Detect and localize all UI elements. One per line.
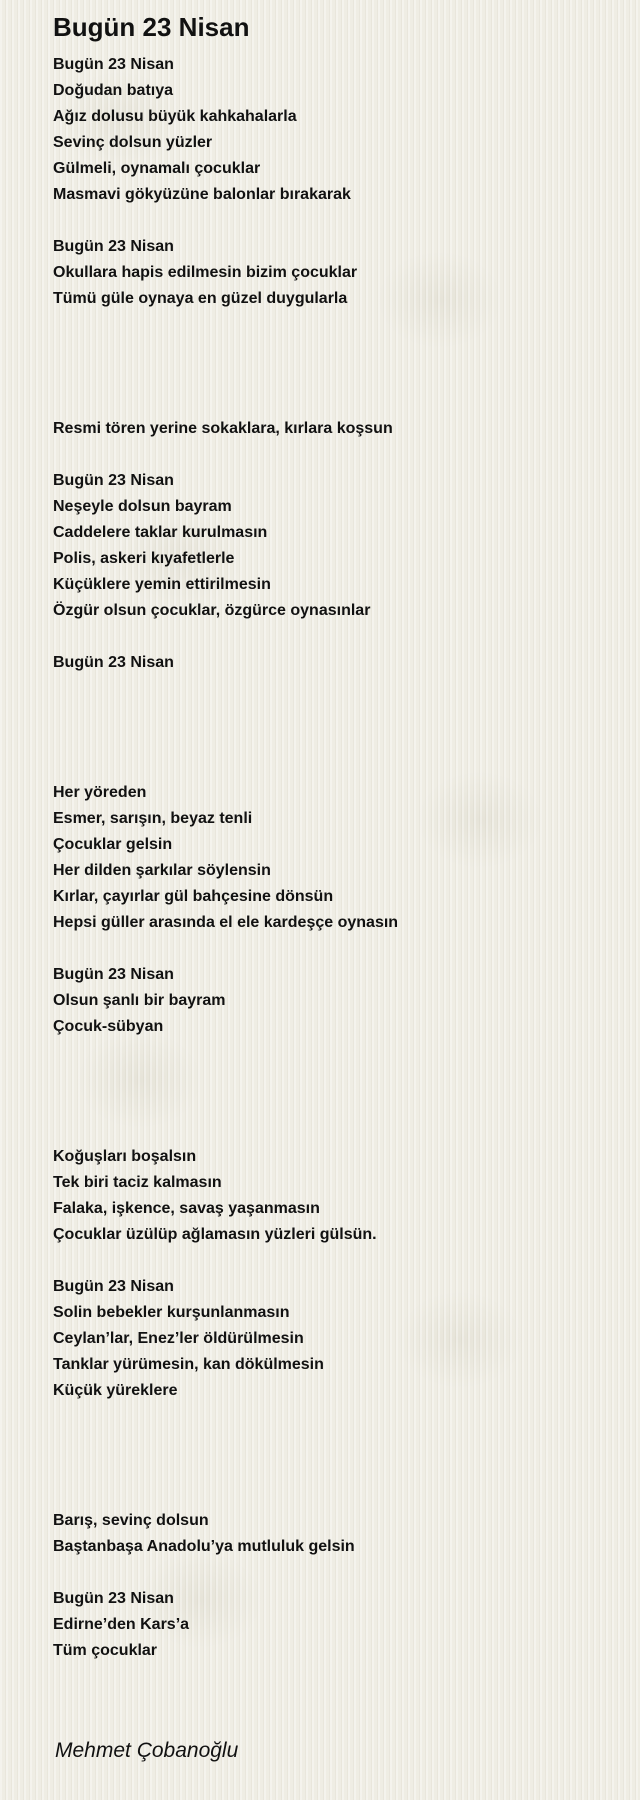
poem-line (53, 1118, 613, 1144)
poem-line (53, 338, 613, 364)
poem-line (53, 936, 613, 962)
poem-line: Çocuklar üzülüp ağlamasın yüzleri gülsün. (53, 1226, 377, 1243)
poem-line (53, 390, 613, 416)
poem-line: Çocuklar gelsin (53, 836, 173, 853)
poem-line (53, 1456, 613, 1482)
poem-line: Bugün 23 Nisan (53, 56, 174, 73)
poem-line (53, 1482, 613, 1508)
poem-line: Çocuk-sübyan (53, 1018, 164, 1035)
poem-line: Baştanbaşa Anadolu’ya mutluluk gelsin (53, 1538, 355, 1555)
poem-line: Resmi tören yerine sokaklara, kırlara koşsun (53, 420, 393, 437)
poem-line: Caddelere taklar kurulmasın (53, 524, 268, 541)
poem-line (53, 1404, 613, 1430)
poem-line: Neşeyle dolsun bayram (53, 498, 232, 515)
poem-line (53, 1560, 613, 1586)
poem-line: Bugün 23 Nisan (53, 1590, 174, 1607)
poem-line (53, 702, 613, 728)
poem-line: Tek biri taciz kalmasın (53, 1174, 222, 1191)
poem-line (53, 1248, 613, 1274)
poem-line: Barış, sevinç dolsun (53, 1512, 209, 1529)
poem-body (53, 52, 613, 1664)
poem-line (53, 1092, 613, 1118)
poem-line: Esmer, sarışın, beyaz tenli (53, 810, 253, 827)
poem-line: Küçüklere yemin ettirilmesin (53, 576, 271, 593)
poem-line: Her yöreden (53, 784, 147, 801)
poem-line: Okullara hapis edilmesin bizim çocuklar (53, 264, 358, 281)
poem-line (53, 442, 613, 468)
poem-line (53, 728, 613, 754)
poem-line: Tümü güle oynaya en güzel duygularla (53, 290, 348, 307)
poem-line: Tanklar yürümesin, kan dökülmesin (53, 1356, 324, 1373)
poem-line: Ceylan’lar, Enez’ler öldürülmesin (53, 1330, 304, 1347)
poem-line: Bugün 23 Nisan (53, 238, 174, 255)
poem-line: Kırlar, çayırlar gül bahçesine dönsün (53, 888, 334, 905)
poem-line: Küçük yüreklere (53, 1382, 178, 1399)
poem-line (53, 208, 613, 234)
poem-line: Solin bebekler kurşunlanmasın (53, 1304, 290, 1321)
poem-line (53, 1066, 613, 1092)
poem-line: Koğuşları boşalsın (53, 1148, 197, 1165)
poem-line (53, 676, 613, 702)
poem-line: Hepsi güller arasında el ele kardeşçe oynasın (53, 914, 399, 931)
poem-line (53, 1430, 613, 1456)
poem-line: Olsun şanlı bir bayram (53, 992, 226, 1009)
poem-title: Bugün 23 Nisan (53, 12, 250, 42)
poem-line: Falaka, işkence, savaş yaşanmasın (53, 1200, 320, 1217)
poem-line: Doğudan batıya (53, 82, 174, 99)
poem-author: Mehmet Çobanoğlu (55, 1739, 239, 1762)
poem-line: Sevinç dolsun yüzler (53, 134, 213, 151)
poem-line: Ağız dolusu büyük kahkahalarla (53, 108, 297, 125)
poem-line (53, 312, 613, 338)
poem-line: Polis, askeri kıyafetlerle (53, 550, 235, 567)
poem-line (53, 1040, 613, 1066)
poem-line: Edirne’den Kars’a (53, 1616, 190, 1633)
poem-line: Bugün 23 Nisan (53, 966, 174, 983)
poem-line (53, 364, 613, 390)
poem-line: Bugün 23 Nisan (53, 1278, 174, 1295)
poem-line: Bugün 23 Nisan (53, 654, 174, 671)
poem-line (53, 624, 613, 650)
poem-line: Tüm çocuklar (53, 1642, 158, 1659)
poem-line: Gülmeli, oynamalı çocuklar (53, 160, 261, 177)
poem-line: Masmavi gökyüzüne balonlar bırakarak (53, 186, 351, 203)
poem-line: Her dilden şarkılar söylensin (53, 862, 271, 879)
poem-line (53, 754, 613, 780)
poem-line: Özgür olsun çocuklar, özgürce oynasınlar (53, 602, 371, 619)
poem-line: Bugün 23 Nisan (53, 472, 174, 489)
